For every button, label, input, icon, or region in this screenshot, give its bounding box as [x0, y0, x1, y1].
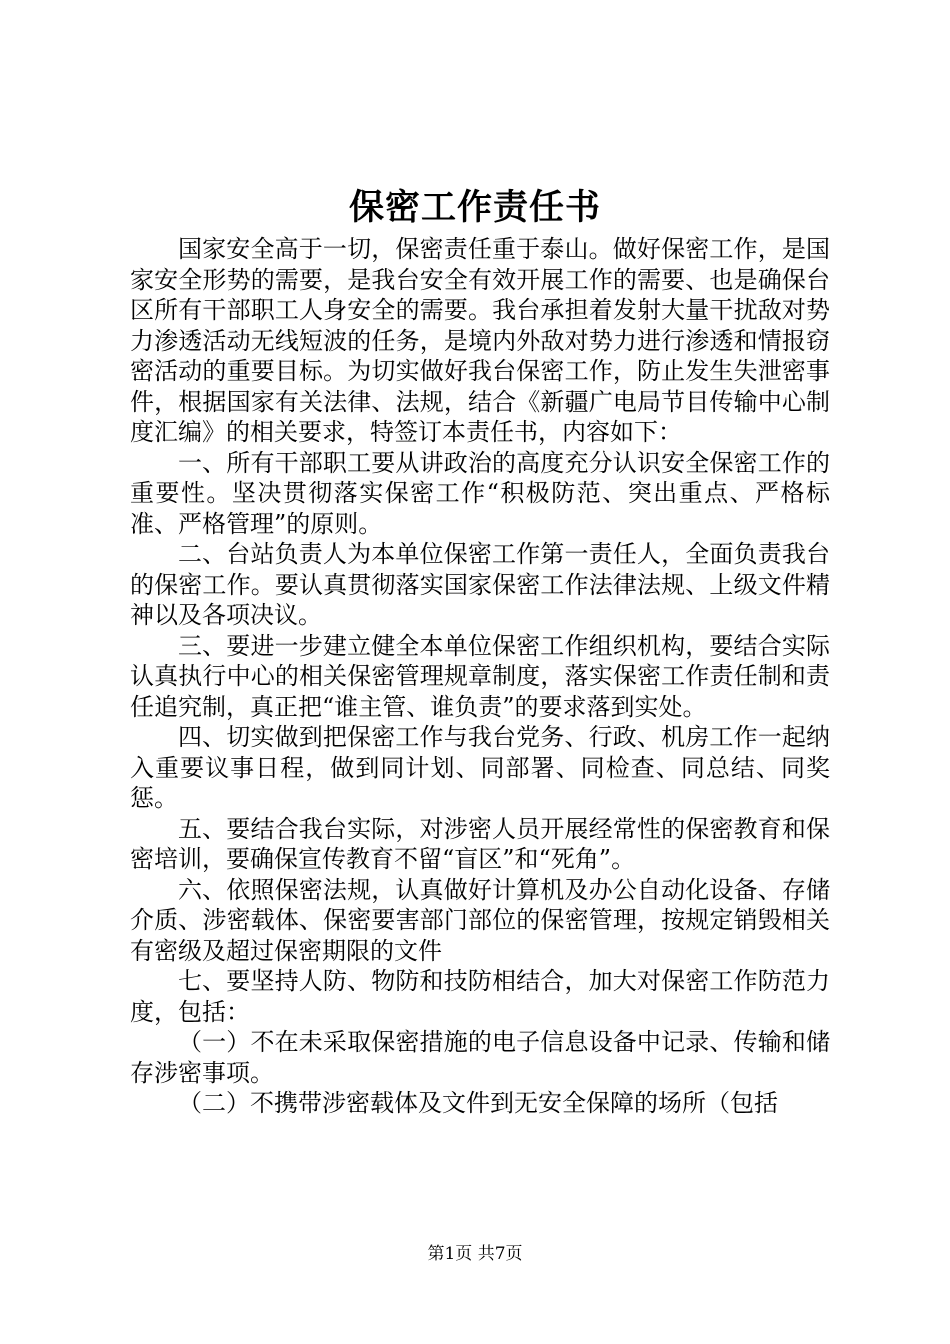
clause-6-paragraph: 六、依照保密法规，认真做好计算机及办公自动化设备、存储介质、涉密载体、保密要害部门部位的保密管理，按规定销毁相关有密级及超过保密期限的文件 — [130, 875, 830, 965]
clause-7-item-1-paragraph: （一）不在未采取保密措施的电子信息设备中记录、传输和储存涉密事项。 — [130, 1028, 830, 1087]
clause-7-item-2-paragraph: （二）不携带涉密载体及文件到无安全保障的场所（包括 — [178, 1089, 778, 1117]
clause-1-paragraph: 一、所有干部职工要从讲政治的高度充分认识安全保密工作的重要性。坚决贯彻落实保密工作“积极防范、突出重点、严格标准、严格管理”的原则。 — [130, 448, 830, 538]
clause-7-paragraph: 七、要坚持人防、物防和技防相结合，加大对保密工作防范力度，包括： — [130, 967, 830, 1026]
document-title: 保密工作责任书 — [348, 187, 601, 228]
page-number-footer: 第1页 共7页 — [427, 1244, 523, 1264]
intro-paragraph: 国家安全高于一切，保密责任重于泰山。做好保密工作，是国家安全形势的需要，是我台安全有效开展工作的需要、也是确保台区所有干部职工人身安全的需要。我台承担着发射大量干扰敌对势力渗透活动无线短波的任务，是境内外敌对势力进行渗透和情报窃密活动的重要目标。为切实做好我台保密工作，防止发生失泄密事件，根据国家有关法律、法规，结合《新疆广电局节目传输中心制度汇编》的相关要求，特签订本责任书，内容如下： — [130, 235, 830, 446]
clause-4-paragraph: 四、切实做到把保密工作与我台党务、行政、机房工作一起纳入重要议事日程，做到同计划、同部署、同检查、同总结、同奖惩。 — [130, 723, 830, 812]
clause-5-paragraph: 五、要结合我台实际，对涉密人员开展经常性的保密教育和保密培训，要确保宣传教育不留“盲区”和“死角”。 — [130, 814, 830, 873]
clause-3-paragraph: 三、要进一步建立健全本单位保密工作组织机构，要结合实际认真执行中心的相关保密管理规章制度，落实保密工作责任制和责任追究制，真正把“谁主管、谁负责”的要求落到实处。 — [130, 631, 830, 721]
clause-2-paragraph: 二、台站负责人为本单位保密工作第一责任人，全面负责我台的保密工作。要认真贯彻落实国家保密工作法律法规、上级文件精神以及各项决议。 — [130, 540, 830, 629]
document-body — [130, 234, 830, 1119]
